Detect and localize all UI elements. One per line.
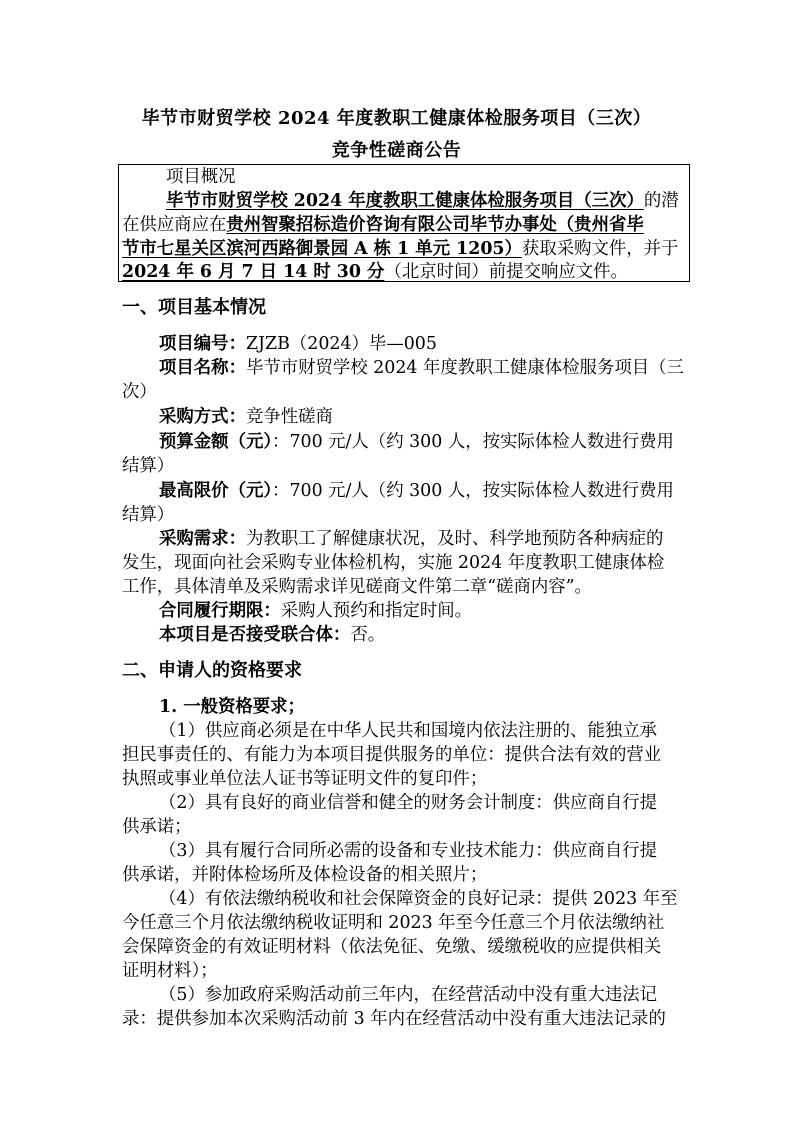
project-name-row	[159, 356, 684, 380]
method-row	[159, 405, 333, 429]
overview-address: 节市七星关区滨河西路御景园 A 栋 1 单元 1205）	[122, 239, 522, 259]
req4-line-3: 会保障资金的有效证明材料（依法免征、免缴、缓缴税收的应提供相关	[122, 937, 662, 957]
req5-line-2: 录：提供参加本次采购活动前 3 年内在经营活动中没有重大违法记录的	[122, 1009, 666, 1029]
project-name-cont: 次）	[122, 382, 157, 402]
overview-text: 的潜	[643, 191, 679, 211]
project-code-row	[159, 332, 437, 356]
period-row	[159, 599, 472, 623]
overview-line-2	[166, 189, 679, 213]
section2-heading: 二、申请人的资格要求	[122, 660, 302, 681]
overview-line-3	[122, 213, 644, 237]
req1-line-1: （1）供应商必须是在中华人民共和国境内依法注册的、能独立承	[159, 721, 658, 741]
project-name-label: 项目名称：	[159, 358, 246, 378]
budget-label: 预算金额（元）	[159, 432, 273, 452]
consortium-value: 否。	[350, 625, 386, 645]
req5-line-1: （5）参加政府采购活动前三年内，在经营活动中没有重大违法记	[159, 985, 658, 1005]
req4-line-2: 今任意三个月依法缴纳税收证明和 2023 年至今任意三个月依法缴纳社	[122, 913, 665, 933]
document-title: 毕节市财贸学校 2024 年度教职工健康体检服务项目（三次）	[141, 108, 652, 129]
period-label: 合同履行期限：	[159, 601, 281, 621]
project-name-value: 毕节市财贸学校 2024 年度教职工健康体检服务项目（三	[245, 358, 684, 378]
max-price-value: ：700 元/人（约 300 人，按实际体检人数进行费用	[272, 481, 674, 501]
overview-deadline: 2024 年 6 月 7 日 14 时 30 分	[122, 262, 385, 282]
budget-cont: 结算）	[122, 456, 175, 476]
method-value: 竞争性磋商	[245, 407, 333, 427]
demand-value: 为教职工了解健康状况，及时、科学地预防各种病症的	[245, 529, 664, 549]
req4-line-4: 证明材料）；	[122, 961, 218, 981]
req1-line-3: 执照或事业单位法人证书等证明文件的复印件；	[122, 769, 488, 789]
overview-agency: 贵州智聚招标造价咨询有限公司毕节办事处（贵州省毕	[226, 215, 644, 235]
overview-line-4	[122, 237, 678, 261]
document-subtitle: 竞争性磋商公告	[331, 140, 462, 161]
req2-line-1: （2）具有良好的商业信誉和健全的财务会计制度：供应商自行提	[159, 793, 658, 813]
overview-line-5	[122, 260, 628, 284]
period-value: 采购人预约和指定时间。	[280, 601, 473, 621]
req4-line-1: （4）有依法缴纳税收和社会保障资金的良好记录：提供 2023 年至	[159, 889, 678, 909]
general-requirements-heading: 1. 一般资格要求；	[159, 697, 305, 717]
demand-cont-1: 发生，现面向社会采购专业体检机构，实施 2024 年度教职工健康体检	[122, 553, 665, 573]
overview-text: 在供应商应在	[122, 215, 227, 235]
max-price-label: 最高限价（元）	[159, 481, 273, 501]
overview-project-name: 毕节市财贸学校 2024 年度教职工健康体检服务项目（三次）	[166, 191, 644, 211]
budget-row	[159, 430, 674, 454]
max-price-cont: 结算）	[122, 505, 175, 525]
overview-text: 获取采购文件，并于	[521, 239, 679, 259]
section1-heading: 一、项目基本情况	[122, 297, 266, 318]
overview-text: （北京时间）前提交响应文件。	[384, 262, 628, 282]
project-code-value: ZJZB（2024）毕—005	[245, 334, 437, 354]
demand-row	[159, 527, 663, 551]
req3-line-1: （3）具有履行合同所必需的设备和专业技术能力：供应商自行提	[159, 841, 658, 861]
max-price-row	[159, 479, 674, 503]
consortium-label: 本项目是否接受联合体：	[159, 625, 351, 645]
project-code-label: 项目编号：	[159, 334, 246, 354]
demand-cont-2: 工作，具体清单及采购需求详见磋商文件第二章“磋商内容”。	[122, 577, 592, 597]
budget-value: ：700 元/人（约 300 人，按实际体检人数进行费用	[272, 432, 674, 452]
req3-line-2: 供承诺，并附体检场所及体检设备的相关照片；	[122, 865, 488, 885]
overview-label: 项目概况	[166, 167, 236, 187]
req2-line-2: 供承诺；	[122, 817, 192, 837]
req1-line-2: 担民事责任的、有能力为本项目提供服务的单位：提供合法有效的营业	[122, 745, 662, 765]
method-label: 采购方式：	[159, 407, 246, 427]
consortium-row	[159, 623, 385, 647]
demand-label: 采购需求：	[159, 529, 246, 549]
